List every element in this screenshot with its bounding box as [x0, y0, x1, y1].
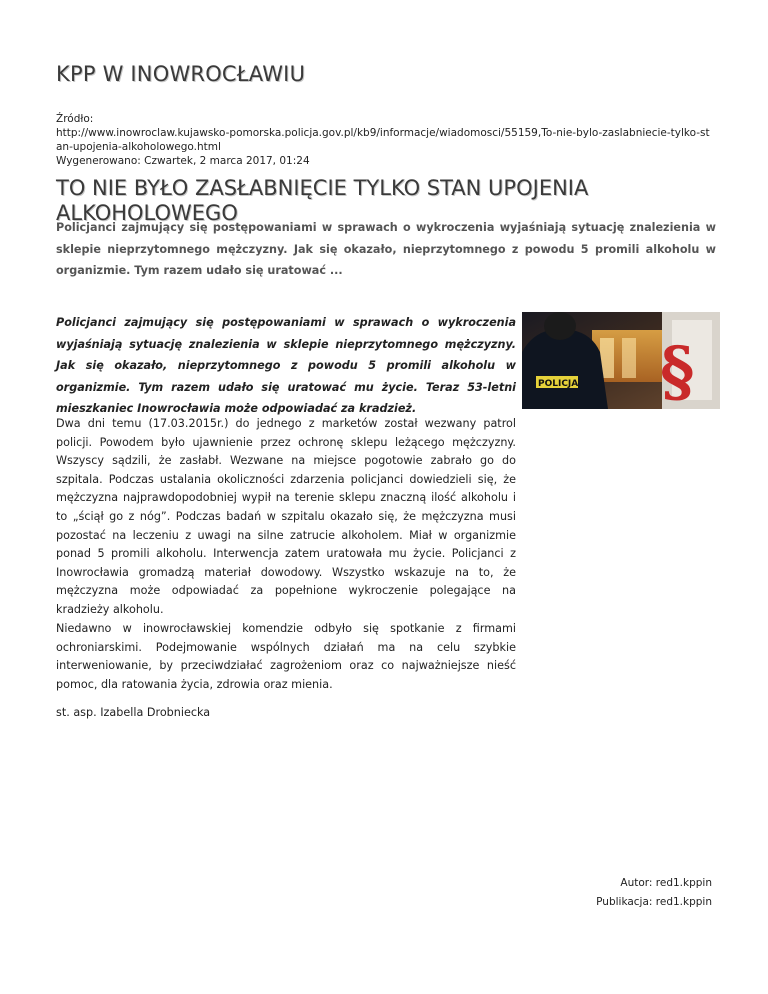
publication-line: Publikacja: red1.kppin: [596, 895, 712, 908]
article-photo: [522, 312, 720, 409]
photo-badge: POLICJA: [538, 379, 579, 389]
article-title: TO NIE BYŁO ZASŁABNIĘCIE TYLKO STAN UPOJENIA ALKOHOLOWEGO: [56, 176, 589, 225]
source-label: Źródło:: [56, 113, 94, 125]
generated-timestamp: Wygenerowano: Czwartek, 2 marca 2017, 01:24: [56, 155, 310, 167]
document-footer: [596, 874, 712, 911]
article-signature: st. asp. Izabella Drobniecka: [56, 706, 211, 719]
police-officer-photo: [522, 312, 720, 409]
author-line: Autor: red1.kppin: [620, 877, 712, 889]
article-lead: Policjanci zajmujący się postępowaniami w sprawach o wykroczenia wyjaśniają sytuację znalezienia w sklepie nieprzytomnego mężczyzny. Jak się okazało, nieprzytomnego z powodu 5 promili alkoholu w organizmie. Tym razem udało się uratować ...: [56, 221, 716, 277]
article-intro: Policjanci zajmujący się postępowaniami w sprawach o wykroczenia wyjaśniają sytuację znalezienia w sklepie nieprzytomnego mężczyzny. Jak się okazało, nieprzytomnego z powodu 5 promili alkoholu w organizmie. Tym razem udało się uratować mu życie. Teraz 53-letni mieszkaniec Inowrocławia może odpowiadać za kradzież.: [56, 316, 516, 415]
site-title: KPP W INOWROCŁAWIU: [56, 62, 306, 86]
article-paragraph-1: Dwa dni temu (17.03.2015r.) do jednego z marketów został wezwany patrol policji. Powodem było ujawnienie przez ochronę sklepu leżącego mężczyzny. Wszyscy sądzili, że zasłabł. Wezwane na miejsce pogotowie zabrało go do szpitala. Podczas ustalania okoliczności zdarzenia policjanci dowiedzieli się, że mężczyzna najprawdopodobniej wypił na terenie sklepu znaczną ilość alkoholu i to „ściął go z nóg”. Podczas badań w szpitalu okazało się, że mężczyzna musi pozostać na leczeniu z uwagi na silne zatrucie alkoholem. Miał w organizmie ponad 5 promili alkoholu. Interwencja zatem uratowała mu życie. Policjanci z Inowrocławia gromadzą materiał dowodowy. Wszystko wskazuje na to, że mężczyzna może odpowiadać za popełnione wykroczenie polegające na kradzieży alkoholu.: [56, 417, 516, 616]
article-paragraph-2: Niedawno w inowrocławskiej komendzie odbyło się spotkanie z firmami ochroniarskimi. Podejmowanie wspólnych działań ma na celu szybkie interweniowanie, by przeciwdziałać zagrożeniom oraz co najważniejsze nieść pomoc, dla ratowania życia, zdrowia oraz mienia.: [56, 622, 516, 691]
source-url: http://www.inowroclaw.kujawsko-pomorska.policja.gov.pl/kb9/informacje/wiadomosci/55159,To-nie-bylo-zaslabniecie-tylko-stan-upojenia-alkoholowego.html: [56, 127, 710, 153]
document-meta: [56, 112, 716, 168]
svg-text:§: §: [660, 332, 695, 409]
